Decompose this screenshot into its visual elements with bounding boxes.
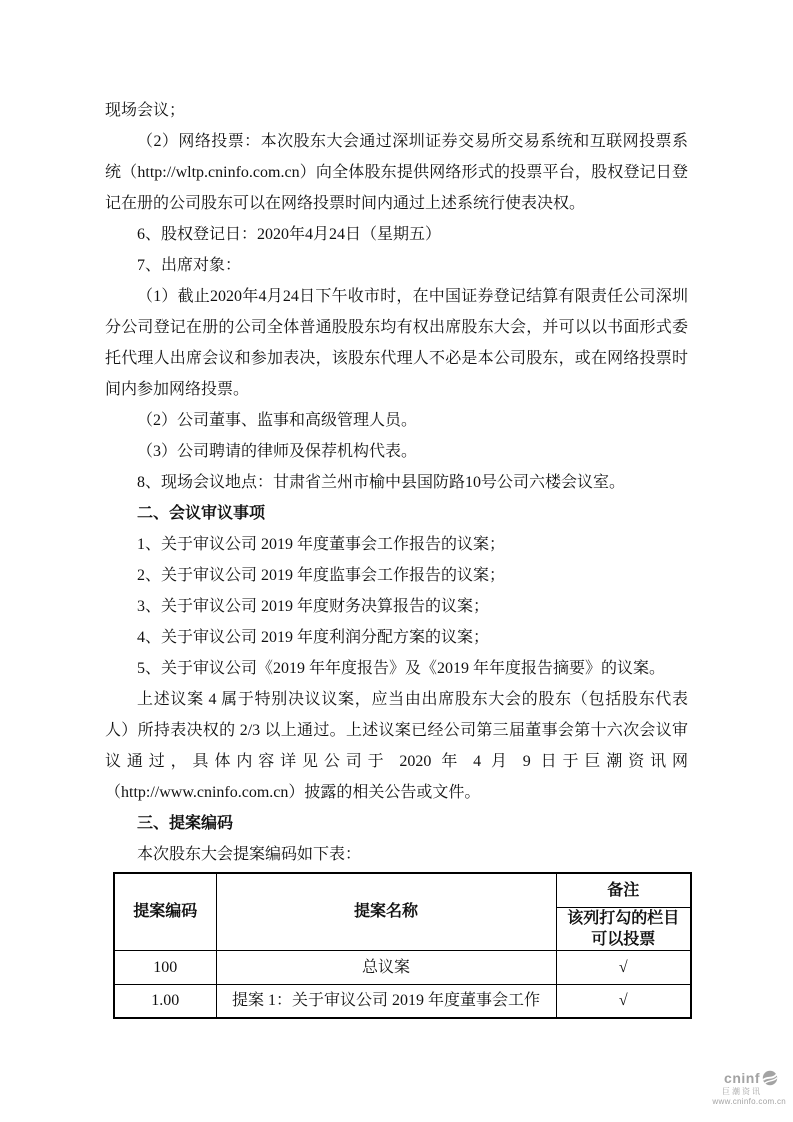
- paragraph: 6、股权登记日：2020年4月24日（星期五）: [137, 226, 442, 243]
- paragraph: （1）截止2020年4月24日下午收市时，在中国证券登记结算有限责任公司深圳分公司登记在册的公司全体普通股股东均有权出席股东大会，并可以以书面形式委托代理人出席会议和参加表决，该股东代理人不必是本公司股东，或在网络投票时间内参加网络投票。: [105, 288, 688, 398]
- table-row: [114, 984, 691, 1018]
- paragraph: 现场会议；: [105, 102, 186, 119]
- paragraph: 1、关于审议公司 2019 年度董事会工作报告的议案；: [137, 536, 506, 553]
- cninfo-globe-icon: [762, 1070, 778, 1086]
- cell-vote-check: √: [556, 950, 691, 984]
- paragraph: （2）公司董事、监事和高级管理人员。: [137, 412, 418, 429]
- paragraph: （3）公司聘请的律师及保荐机构代表。: [137, 443, 418, 460]
- paragraph: 本次股东大会提案编码如下表：: [137, 846, 362, 863]
- section-heading: 三、提案编码: [137, 815, 234, 832]
- cninfo-logo-text: cninf: [724, 1070, 760, 1086]
- document-content: [105, 95, 688, 1019]
- col-header-remark: 备注: [556, 873, 691, 907]
- cninfo-url: www.cninfo.com.cn: [712, 1097, 786, 1107]
- paragraph: （2）网络投票：本次股东大会通过深圳证券交易所交易系统和互联网投票系统（http://wltp.cninfo.com.cn）向全体股东提供网络形式的投票平台，股权登记日登记在册的公司股东可以在网络投票时间内通过上述系统行使表决权。: [105, 133, 688, 212]
- cell-proposal-code: 100: [114, 950, 216, 984]
- col-header-proposal-code: 提案编码: [114, 873, 216, 950]
- section-heading: 二、会议审议事项: [137, 505, 266, 522]
- cninfo-logo-chinese: 巨潮资讯: [722, 1087, 762, 1097]
- paragraph: 4、关于审议公司 2019 年度利润分配方案的议案；: [137, 629, 490, 646]
- paragraph: 2、关于审议公司 2019 年度监事会工作报告的议案；: [137, 567, 506, 584]
- paragraph: 5、关于审议公司《2019 年年度报告》及《2019 年年度报告摘要》的议案。: [137, 660, 666, 677]
- paragraph: 3、关于审议公司 2019 年度财务决算报告的议案；: [137, 598, 490, 615]
- cell-proposal-code: 1.00: [114, 984, 216, 1018]
- col-header-remark-note: 该列打勾的栏目可以投票: [556, 907, 691, 950]
- paragraph: 8、现场会议地点：甘肃省兰州市榆中县国防路10号公司六楼会议室。: [137, 474, 626, 491]
- proposal-code-table: [113, 872, 692, 1019]
- paragraph: 7、出席对象：: [137, 257, 242, 274]
- cell-proposal-name: 总议案: [216, 950, 556, 984]
- cninfo-brand-row: [712, 1070, 778, 1086]
- paragraph-container: [105, 95, 688, 870]
- cell-vote-check: √: [556, 984, 691, 1018]
- paragraph: 上述议案 4 属于特别决议议案，应当由出席股东大会的股东（包括股东代表人）所持表决权的 2/3 以上通过。上述议案已经公司第三届董事会第十六次会议审议通过，具体内容详见公司于 2020 年 4 月 9 日于巨潮资讯网（http://www.cninfo.com.cn）披露的相关公告或文件。: [105, 691, 688, 801]
- cell-proposal-name: 提案 1：关于审议公司 2019 年度董事会工作: [216, 984, 556, 1018]
- table-row: [114, 950, 691, 984]
- cninfo-watermark: [712, 1070, 786, 1106]
- col-header-proposal-name: 提案名称: [216, 873, 556, 950]
